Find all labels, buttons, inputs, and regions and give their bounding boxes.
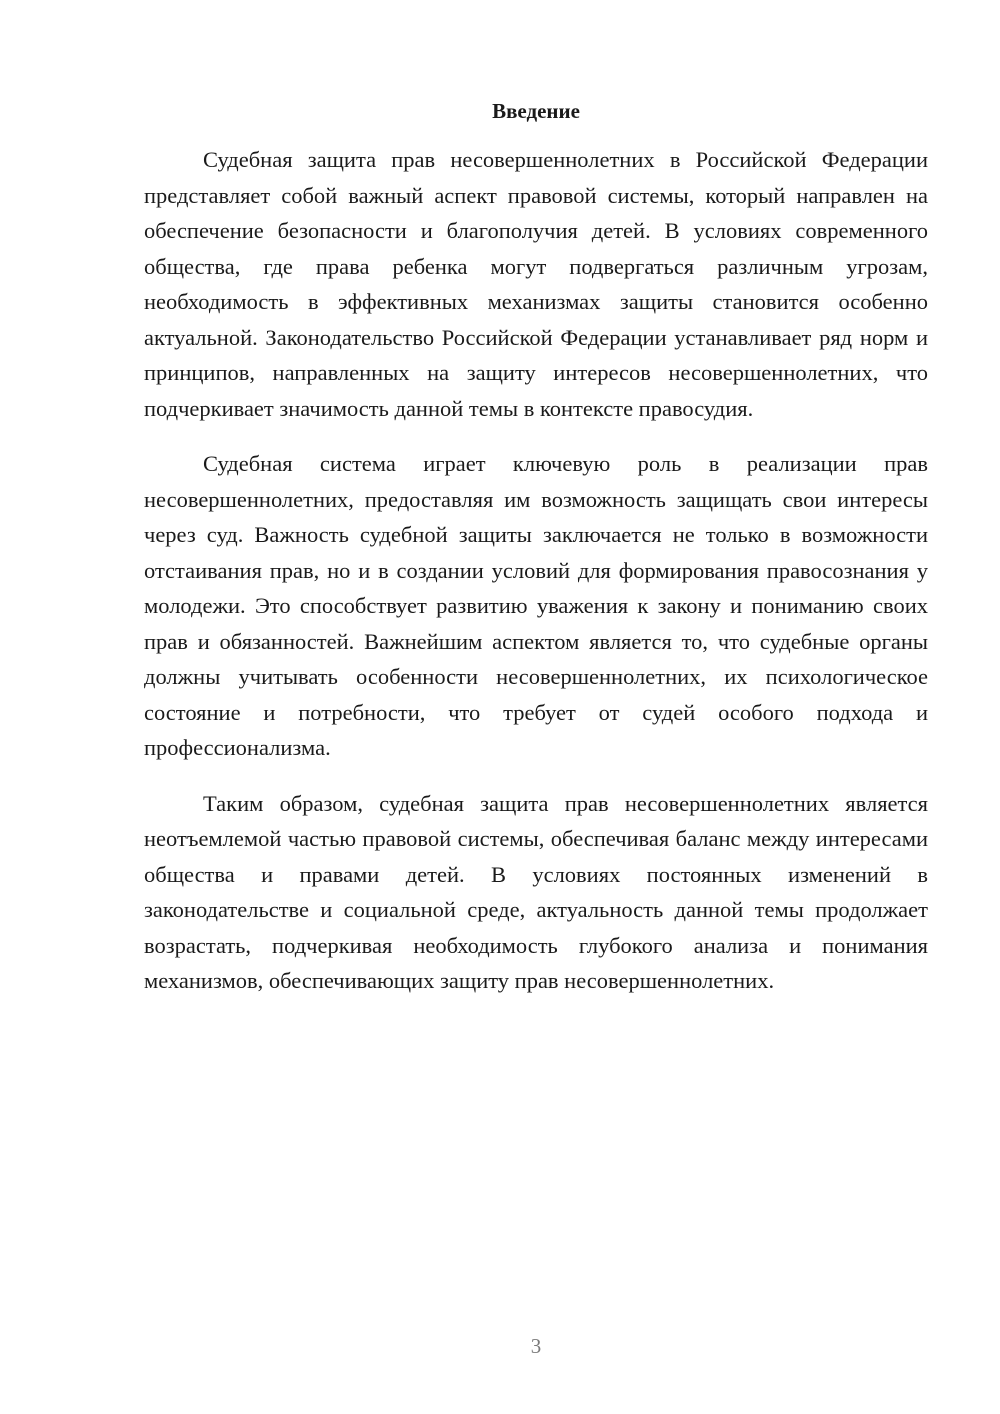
paragraph-1: Судебная защита прав несовершеннолетних в Российской Федерации представляет собой важный аспект правовой системы, который направлен на обеспечение безопасности и благополучия детей. В условиях современного общества, где права ребенка могут подвергаться различным угрозам, необходимость в эффективных механизмах защиты становится особенно актуальной. Законодательство Российской Федерации устанавливает ряд норм и принципов, направленных на защиту интересов несовершеннолетних, что подчеркивает значимость данной темы в контексте правосудия. <box>144 147 928 421</box>
body-text <box>144 142 928 1019</box>
paragraph-2: Судебная система играет ключевую роль в реализации прав несовершеннолетних, предоставляя им возможность защищать свои интересы через суд. Важность судебной защиты заключается не только в возможности отстаивания прав, но и в создании условий для формирования правосознания у молодежи. Это способствует развитию уважения к закону и пониманию своих прав и обязанностей. Важнейшим аспектом является то, что судебные органы должны учитывать особенности несовершеннолетних, их психологическое состояние и потребности, что требует от судей особого подхода и профессионализма. <box>144 451 928 760</box>
page-title: Введение <box>492 99 580 123</box>
page-number: 3 <box>530 1334 542 1358</box>
paragraph-3: Таким образом, судебная защита прав несовершеннолетних является неотъемлемой частью правовой системы, обеспечивая баланс между интересами общества и правами детей. В условиях постоянных изменений в законодательстве и социальной среде, актуальность данной темы продолжает возрастать, подчеркивая необходимость глубокого анализа и понимания механизмов, обеспечивающих защиту прав несовершеннолетних. <box>144 790 928 993</box>
